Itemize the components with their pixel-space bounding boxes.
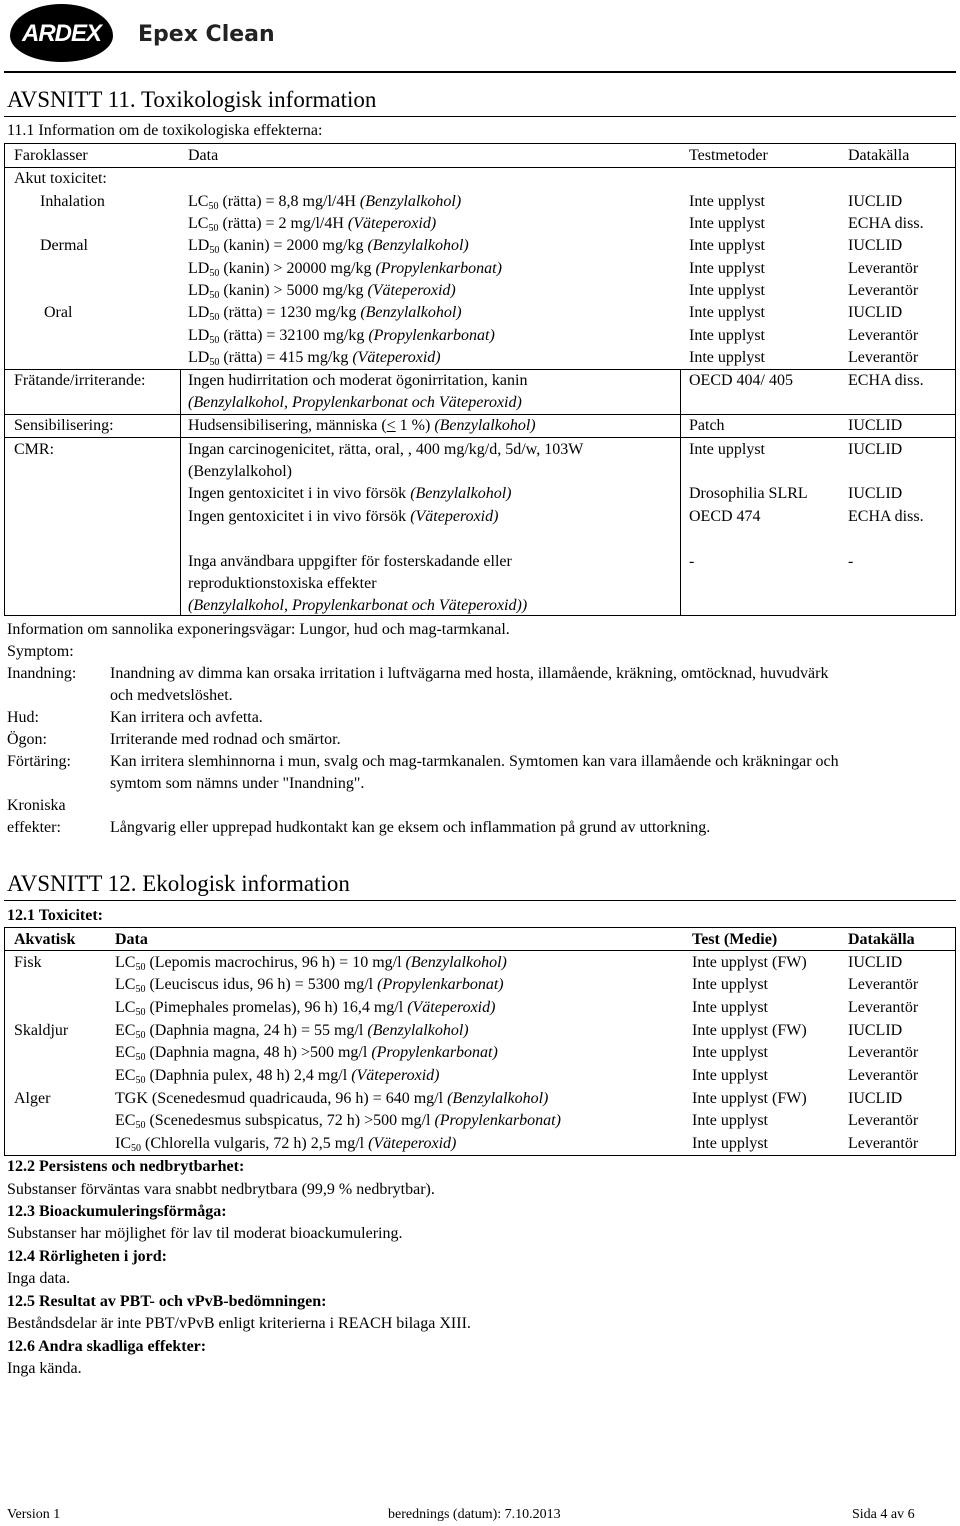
cmr-label: CMR: (14, 441, 55, 458)
table-11-row-rule (4, 369, 956, 370)
tox-row-data: $LD_{50}$ (kanin) = 2000 mg/kg (Benzylalkohol) (188, 237, 469, 256)
tox-row-data: $LD_{50}$ (rätta) = 415 mg/kg (Väteperoxid) (188, 349, 441, 368)
eco-row-data: $IC_{50}$ (Chlorella vulgaris, 72 h) 2,5 mg/l (Väteperoxid) (115, 1135, 457, 1154)
exposure-routes: Information om sannolika exponeringsvägar: Lungor, hud och mag-tarmkanal. (7, 621, 510, 638)
tox-row-method: Inte upplyst (689, 327, 765, 344)
group-fisk: Fisk (14, 954, 42, 971)
product-name: Epex Clean (138, 22, 275, 47)
section-12-rule (4, 900, 956, 901)
eco-row-method: Inte upplyst (692, 1112, 768, 1129)
table-12-left-rule (4, 927, 5, 1156)
footer-page: Sida 4 av 6 (852, 1507, 915, 1522)
tox-row-method: Inte upplyst (689, 282, 765, 299)
group-dermal: Dermal (40, 237, 88, 254)
eco-row-data: $LC_{50}$ (Pimephales promelas), 96 h) 16,4 mg/l (Väteperoxid) (115, 999, 496, 1018)
sensib-text: Hudsensibilisering, människa (< 1 %) (Benzylalkohol) (188, 417, 536, 434)
eco-row-method: Inte upplyst (692, 1135, 768, 1152)
table-12-top-rule (4, 927, 956, 928)
tox-row-method: Inte upplyst (689, 304, 765, 321)
s122-text: Substanser förväntas vara snabbt nedbrytbara (99,9 % nedbrytbar). (7, 1181, 435, 1198)
cmr-gentox-2-method: OECD 474 (689, 508, 761, 525)
group-skaldjur: Skaldjur (14, 1022, 69, 1039)
eco-row-source: IUCLID (848, 1090, 903, 1107)
s124-text: Inga data. (7, 1270, 71, 1287)
ogon-text: Irriterande med rodnad och smärtor. (110, 731, 341, 748)
eco-row-data: $EC_{50}$ (Daphnia pulex, 48 h) 2,4 mg/l (Väteperoxid) (115, 1067, 440, 1086)
kroniska-text: Långvarig eller upprepad hudkontakt kan ge eksem och inflammation på grund av uttorkning. (110, 819, 711, 836)
fratande-text: Ingen hudirritation och moderat ögonirritation, kanin (188, 372, 528, 389)
eco-row-method: Inte upplyst (692, 999, 768, 1016)
eco-row-source: Leverantör (848, 1112, 919, 1129)
table-11-col-rule (180, 369, 181, 616)
section-11-rule (4, 116, 956, 117)
tox-row-data: $LD_{50}$ (rätta) = 1230 mg/kg (Benzylalkohol) (188, 304, 462, 323)
symptom-label: Symptom: (7, 643, 74, 660)
s125-text: Beståndsdelar är inte PBT/vPvB enligt kriterierna i REACH bilaga XIII. (7, 1315, 471, 1332)
table-11-row-rule (4, 414, 956, 415)
fratande-label: Frätande/irriterande: (14, 372, 146, 389)
tox-row-source: ECHA diss. (848, 215, 924, 232)
tox-row-source: IUCLID (848, 237, 903, 254)
s123-text: Substanser har möjlighet för lav til moderat bioackumulering. (7, 1225, 403, 1242)
fortaring-label: Förtäring: (7, 753, 71, 770)
eco-row-method: Inte upplyst (FW) (692, 1090, 807, 1107)
tox-row-source: IUCLID (848, 304, 903, 321)
eco-row-data: $EC_{50}$ (Daphnia magna, 24 h) = 55 mg/l (Benzylalkohol) (115, 1022, 469, 1041)
inandning-label: Inandning: (7, 665, 77, 682)
eco-row-source: Leverantör (848, 1135, 919, 1152)
cmr-repro-text: Inga användbara uppgifter för fosterskadande eller (188, 553, 512, 570)
cmr-gentox-1-method: Drosophilia SLRL (689, 485, 808, 502)
cmr-gentox-1: Ingen gentoxicitet i in vivo försök (Benzylalkohol) (188, 485, 512, 502)
hud-label: Hud: (7, 709, 39, 726)
cmr-repro-method: - (689, 553, 695, 570)
tox-row-method: Inte upplyst (689, 260, 765, 277)
inandning-text-2: och medvetslöshet. (110, 687, 233, 704)
tox-row-source: Leverantör (848, 282, 919, 299)
eco-row-source: Leverantör (848, 999, 919, 1016)
eco-row-method: Inte upplyst (692, 1067, 768, 1084)
col-header-data: Data (188, 147, 219, 164)
tox-row-data: $LC_{50}$ (rätta) = 8,8 mg/l/4H (Benzylalkohol) (188, 193, 462, 212)
cmr-carcino-substance: (Benzylalkohol) (188, 463, 292, 480)
cmr-repro-source: - (848, 553, 854, 570)
section-12-1-title: 12.1 Toxicitet: (7, 907, 103, 924)
logo-text: ARDEX (21, 20, 101, 47)
kroniska-label-2: effekter: (7, 819, 61, 836)
tox-row-source: Leverantör (848, 260, 919, 277)
fratande-method: OECD 404/ 405 (689, 372, 793, 389)
s126-title: 12.6 Andra skadliga effekter: (7, 1338, 207, 1355)
eco-row-source: IUCLID (848, 1022, 903, 1039)
table-11-row-rule (4, 437, 956, 438)
footer-date: berednings (datum): 7.10.2013 (388, 1507, 561, 1522)
sensib-label: Sensibilisering: (14, 417, 114, 434)
table-11-left-rule (4, 143, 5, 616)
group-inhalation: Inhalation (40, 193, 105, 210)
inandning-text: Inandning av dimma kan orsaka irritation i luftvägarna med hosta, illamående, kräkning, omtöcknad, huvudvärk (110, 665, 829, 682)
fratande-substances: (Benzylalkohol, Propylenkarbonat och Väteperoxid) (188, 394, 522, 411)
eco-row-method: Inte upplyst (FW) (692, 1022, 807, 1039)
table-12-head-rule (4, 950, 956, 951)
eco-row-data: TGK (Scenedesmud quadricauda, 96 h) = 640 mg/l (Benzylalkohol) (115, 1090, 549, 1107)
tox-row-data: $LD_{50}$ (rätta) = 32100 mg/kg (Propylenkarbonat) (188, 327, 495, 346)
kroniska-label: Kroniska (7, 797, 66, 814)
tox-row-method: Inte upplyst (689, 193, 765, 210)
table-11-top-rule (4, 143, 956, 144)
tox-row-method: Inte upplyst (689, 215, 765, 232)
section-11-1-title: 11.1 Information om de toxikologiska effekterna: (7, 122, 323, 139)
ardex-logo (10, 4, 113, 62)
cmr-repro-substances: (Benzylalkohol, Propylenkarbonat och Väteperoxid)) (188, 597, 528, 614)
s125-title: 12.5 Resultat av PBT- och vPvB-bedömningen: (7, 1293, 327, 1310)
tox-row-method: Inte upplyst (689, 349, 765, 366)
group-alger: Alger (14, 1090, 51, 1107)
akut-toxicitet-label: Akut toxicitet: (14, 170, 107, 187)
tox-row-data: $LD_{50}$ (kanin) > 20000 mg/kg (Propylenkarbonat) (188, 260, 502, 279)
fortaring-text-2: symtom som nämns under "Inandning". (110, 775, 365, 792)
tox-row-data: $LC_{50}$ (rätta) = 2 mg/l/4H (Väteperoxid) (188, 215, 437, 234)
cmr-carcino-text: Ingan carcinogenicitet, rätta, oral, , 400 mg/kg/d, 5d/w, 103W (188, 441, 584, 458)
sensib-method: Patch (689, 417, 725, 434)
header-rule (4, 71, 956, 73)
col-header-datakalla: Datakälla (848, 147, 910, 164)
tox-row-source: Leverantör (848, 349, 919, 366)
table-11-right-rule (955, 143, 956, 616)
col-header-testmetoder: Testmetoder (689, 147, 768, 164)
group-oral: Oral (44, 304, 73, 321)
section-11-title: AVSNITT 11. Toxikologisk information (7, 87, 377, 112)
sensib-source: IUCLID (848, 417, 903, 434)
tox-row-source: Leverantör (848, 327, 919, 344)
s126-text: Inga kända. (7, 1360, 82, 1377)
cmr-gentox-2-source: ECHA diss. (848, 508, 924, 525)
cmr-repro-text-2: reproduktionstoxiska effekter (188, 575, 377, 592)
tox-row-method: Inte upplyst (689, 237, 765, 254)
eco-row-method: Inte upplyst (692, 976, 768, 993)
hud-text: Kan irritera och avfetta. (110, 709, 263, 726)
col-header-datakalla: Datakälla (848, 931, 915, 948)
table-12-right-rule (955, 927, 956, 1156)
col-header-data: Data (115, 931, 148, 948)
eco-row-source: Leverantör (848, 1067, 919, 1084)
table-11-col-rule (680, 369, 681, 616)
cmr-carcino-source: IUCLID (848, 441, 903, 458)
fortaring-text: Kan irritera slemhinnorna i mun, svalg och mag-tarmkanalen. Symtomen kan vara illamående och kräkningar och (110, 753, 839, 770)
eco-row-data: $LC_{50}$ (Leuciscus idus, 96 h) = 5300 mg/l (Propylenkarbonat) (115, 976, 504, 995)
s124-title: 12.4 Rörligheten i jord: (7, 1248, 167, 1265)
cmr-gentox-2: Ingen gentoxicitet i in vivo försök (Väteperoxid) (188, 508, 499, 525)
eco-row-source: Leverantör (848, 976, 919, 993)
eco-row-data: $LC_{50}$ (Lepomis macrochirus, 96 h) = 10 mg/l (Benzylalkohol) (115, 954, 507, 973)
section-12-title: AVSNITT 12. Ekologisk information (7, 871, 350, 896)
table-11-head-rule (4, 167, 956, 168)
eco-row-method: Inte upplyst (692, 1044, 768, 1061)
s122-title: 12.2 Persistens och nedbrytbarhet: (7, 1158, 245, 1175)
ogon-label: Ögon: (7, 731, 47, 748)
col-header-faroklasser: Faroklasser (14, 147, 88, 164)
fratande-source: ECHA diss. (848, 372, 924, 389)
eco-row-method: Inte upplyst (FW) (692, 954, 807, 971)
cmr-carcino-method: Inte upplyst (689, 441, 765, 458)
col-header-akvatisk: Akvatisk (14, 931, 76, 948)
eco-row-source: Leverantör (848, 1044, 919, 1061)
eco-row-source: IUCLID (848, 954, 903, 971)
cmr-gentox-1-source: IUCLID (848, 485, 903, 502)
footer-version: Version 1 (7, 1507, 61, 1522)
s123-title: 12.3 Bioackumuleringsförmåga: (7, 1203, 227, 1220)
tox-row-data: $LD_{50}$ (kanin) > 5000 mg/kg (Väteperoxid) (188, 282, 456, 301)
tox-row-source: IUCLID (848, 193, 903, 210)
eco-row-data: $EC_{50}$ (Daphnia magna, 48 h) >500 mg/l (Propylenkarbonat) (115, 1044, 498, 1063)
col-header-test: Test (Medie) (692, 931, 778, 948)
eco-row-data: $EC_{50}$ (Scenedesmus subspicatus, 72 h) >500 mg/l (Propylenkarbonat) (115, 1112, 561, 1131)
